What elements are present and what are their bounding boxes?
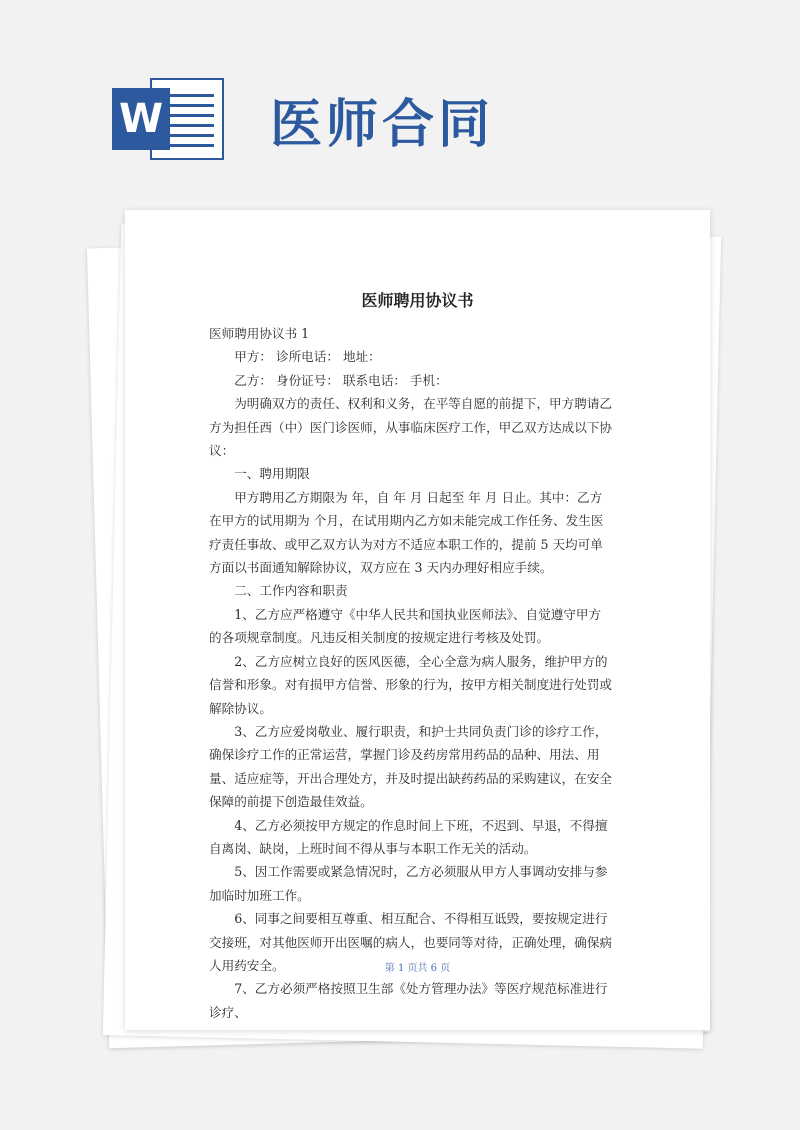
document-page: [125, 210, 710, 1030]
document-body: [209, 322, 613, 1024]
paragraph: 6、同事之间要相互尊重、相互配合、不得相互诋毁，要按规定进行交接班，对其他医师开出医嘱的病人，也要同等对待，正确处理，确保病人用药安全。: [209, 911, 612, 973]
paragraph: 2、乙方应树立良好的医风医德，全心全意为病人服务，维护甲方的信誉和形象。对有损甲方信誉、形象的行为，按甲方相关制度进行处罚或解除协议。: [209, 653, 612, 716]
page-footer: 第 1 页共 6 页: [384, 963, 451, 974]
paragraph: 4、乙方必须按甲方规定的作息时间上下班，不迟到、早退，不得擅自离岗、缺岗，上班时间不得从事与本职工作无关的活动。: [209, 817, 608, 856]
banner-header: [0, 0, 800, 190]
paragraph: 为明确双方的责任、权利和义务，在平等自愿的前提下，甲方聘请乙方为担任西（中）医门诊医师，从事临床医疗工作，甲乙双方达成以下协议：: [209, 396, 612, 459]
banner-title: 医师合同: [270, 94, 495, 155]
section-heading: 一、聘用期限: [234, 466, 310, 482]
paragraph: 甲方： 诊所电话： 地址：: [234, 349, 381, 365]
paragraph: 1、乙方应严格遵守《中华人民共和国执业医师法》、自觉遵守甲方的各项规章制度。凡违反相关制度的按规定进行考核及处罚。: [209, 606, 602, 646]
document-title: 医师聘用协议书: [361, 291, 474, 310]
word-document-icon: [112, 78, 224, 160]
paragraph: 甲方聘用乙方期限为 年，自 年 月 日起至 年 月 日止。其中：乙方在甲方的试用期为 个月，在试用期内乙方如未能完成工作任务、发生医疗责任事故、或甲乙双方认为对方不适应本职工作的，提前 5 天均可单方面以书面通知解除协议，双方应在 3 天内办理好相应手续。: [209, 489, 604, 576]
section-heading: 二、工作内容和职责: [234, 583, 348, 599]
paragraph: 医师聘用协议书 1: [209, 326, 310, 341]
paragraph: 乙方： 身份证号： 联系电话： 手机：: [234, 372, 448, 388]
paragraph: 7、乙方必须严格按照卫生部《处方管理办法》等医疗规范标准进行诊疗、: [209, 981, 608, 1020]
paragraph: 5、因工作需要或紧急情况时，乙方必须服从甲方人事调动安排与参加临时加班工作。: [209, 864, 608, 903]
word-icon-letter: W: [112, 88, 170, 150]
paragraph: 3、乙方应爱岗敬业、履行职责，和护士共同负责门诊的诊疗工作，确保诊疗工作的正常运营，掌握门诊及药房常用药品的品种、用法、用量、适应症等，开出合理处方，并及时提出缺药药品的采购建议，在安全保障的前提下创造最佳效益。: [209, 723, 612, 810]
